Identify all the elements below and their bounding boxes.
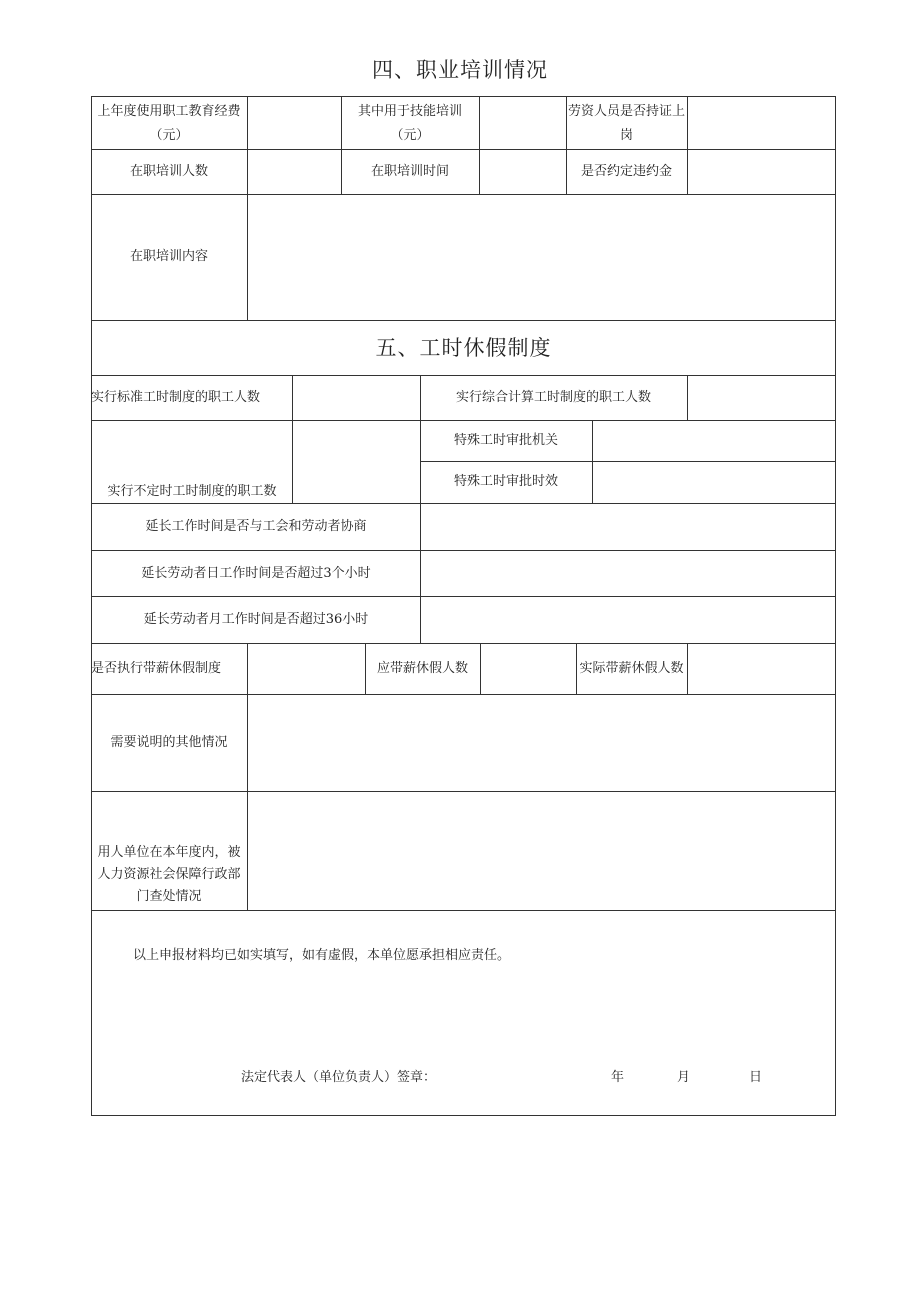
monthly-overtime-label: 延长劳动者月工作时间是否超过36小时 (143, 612, 369, 627)
col-divider (292, 375, 293, 503)
inspection-label: 用人单位在本年度内，被人力资源社会保障行政部门查处情况 (97, 845, 241, 904)
trainee-count-label: 在职培训人数 (129, 163, 208, 179)
signature-label: 法定代表人（单位负责人）签章： (241, 1070, 437, 1085)
overtime-consult-label: 延长工作时间是否与工会和劳动者协商 (145, 519, 367, 534)
comprehensive-hours-label: 实行综合计算工时制度的职工人数 (455, 389, 651, 405)
declaration-statement: 以上申报材料均已如实填写，如有虚假，本单位愿承担相应责任。 (133, 948, 511, 963)
edu-expense-label: 上年度使用职工教育经费（元） (97, 103, 241, 143)
approval-period-label: 特殊工时审批时效 (453, 474, 558, 489)
training-time-label: 在职培训时间 (370, 163, 449, 179)
other-notes-label: 需要说明的其他情况 (110, 735, 228, 750)
section5-title: 五、工时休假制度 (375, 335, 552, 360)
col-divider (479, 96, 480, 194)
col-divider (687, 375, 688, 420)
date-year: 年 (611, 1070, 625, 1085)
date-day: 日 (749, 1070, 763, 1085)
row-divider (91, 791, 836, 792)
col-divider (247, 643, 248, 910)
leave-due-label: 应带薪休假人数 (376, 661, 468, 676)
col-divider (592, 420, 593, 503)
date-month: 月 (677, 1070, 691, 1085)
standard-hours-label: 实行标准工时制度的职工人数 (91, 389, 261, 405)
certified-label: 劳资人员是否持证上岗 (567, 103, 685, 143)
col-divider (687, 96, 688, 194)
row-divider (91, 910, 836, 911)
col-divider (341, 96, 342, 194)
penalty-label: 是否约定违约金 (580, 163, 672, 179)
leave-actual-label: 实际带薪休假人数 (579, 661, 684, 676)
daily-overtime-label: 延长劳动者日工作时间是否超过3个小时 (141, 565, 371, 581)
col-divider (247, 96, 248, 320)
training-content-label: 在职培训内容 (129, 249, 208, 264)
approval-authority-label: 特殊工时审批机关 (453, 433, 558, 448)
col-divider (480, 643, 481, 694)
section4-title: 四、职业培训情况 (372, 58, 548, 82)
col-divider (687, 643, 688, 694)
flexible-hours-label: 实行不定时工时制度的职工数 (107, 484, 277, 499)
paid-leave-label: 是否执行带薪休假制度 (91, 661, 222, 676)
skill-training-label: 其中用于技能培训（元） (357, 103, 462, 143)
